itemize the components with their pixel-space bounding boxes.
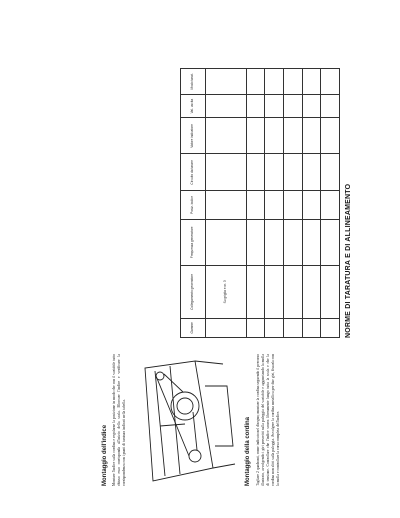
text-column (40, 348, 360, 488)
table-cell (321, 118, 340, 154)
table-cell (206, 318, 247, 337)
dial-cord-diagram (135, 356, 240, 486)
table-cell (321, 94, 340, 118)
table-cell (302, 69, 321, 95)
cordina-text: Tagliare 2 quadranti, come indicato nel disegno; montare la cordina seguendo il percorso illustrato, avvolgendo i giri prescritti sulla puleggia del variabile e agganciando la molla di tensione. Controllare che l'indice scorra liberamente lungo tutta la scala e che la cordina non slitti sulla puleggia. Avvolgere la cordina metallica per due giri, fissarla con la molla e controllare la corsa completa dell'indice. (256, 354, 280, 486)
table-cell (321, 191, 340, 219)
table-cell (321, 266, 340, 319)
table-cell (265, 266, 284, 319)
header-frequenza: Frequenza generatore (181, 219, 206, 266)
table-cell (246, 69, 265, 95)
table-cell (265, 154, 284, 191)
table-row (283, 69, 302, 338)
table-cell (302, 154, 321, 191)
table-cell (283, 69, 302, 95)
table-cell (265, 69, 284, 95)
table-row (302, 69, 321, 338)
header-circuito: Circuito da tarare (181, 154, 206, 191)
table-cell (206, 219, 247, 266)
table-cell (302, 266, 321, 319)
table-cell (265, 318, 284, 337)
table-cell (206, 118, 247, 154)
calibration-table (180, 68, 340, 338)
header-valore: Valore indicatore (181, 118, 206, 154)
table-row (265, 69, 284, 338)
header-uscita: Val. uscita (181, 94, 206, 118)
table-cell (321, 318, 340, 337)
header-modo: Modo tarat. (181, 69, 206, 95)
header-gamme: Gamme (181, 318, 206, 337)
cordina-heading: Montaggio della cordina (245, 416, 251, 486)
header-posizione: Posiz. indice (181, 191, 206, 219)
table-cell (206, 69, 247, 95)
spec-table (180, 68, 340, 338)
table-cell (265, 118, 284, 154)
table-cell: Su griglia e nr. 3 (206, 266, 247, 319)
table-cell (246, 191, 265, 219)
ricevitore-heading: Montaggio dell'indice (102, 424, 108, 486)
table-cell (265, 219, 284, 266)
table-cell (246, 154, 265, 191)
table-cell (283, 191, 302, 219)
table-cell (206, 94, 247, 118)
rotated-content (40, 68, 360, 488)
table-cell (283, 266, 302, 319)
table-header-row (181, 69, 206, 338)
table-cell (206, 154, 247, 191)
header-collegamento: Collegamento generatore (181, 266, 206, 319)
table-cell (246, 94, 265, 118)
table-cell (302, 318, 321, 337)
table-cell (246, 318, 265, 337)
table-cell (283, 219, 302, 266)
table-title: NORME DI TARATURA E DI ALLINEAMENTO (345, 183, 352, 338)
table-cell (246, 118, 265, 154)
ricevitore-text: Montare l'indice sulla cordina e regolarne la posizione in modo che con il variabile tutto chiuso esso corrisponda all'inizio della scala. Bloccare l'indice e verificare la corrispondenza con i punti di taratura indicati nella tabella. (112, 354, 126, 486)
table-cell (321, 154, 340, 191)
table-cell (302, 219, 321, 266)
table-cell (246, 219, 265, 266)
table-cell (302, 118, 321, 154)
table-cell (283, 118, 302, 154)
table-row (206, 69, 247, 338)
table-cell (265, 94, 284, 118)
table-cell (283, 154, 302, 191)
table-row (321, 69, 340, 338)
table-cell (321, 219, 340, 266)
table-cell (283, 94, 302, 118)
table-cell (246, 266, 265, 319)
table-cell (321, 69, 340, 95)
table-cell (302, 191, 321, 219)
table-cell (206, 191, 247, 219)
table-cell (302, 94, 321, 118)
table-cell (283, 318, 302, 337)
table-cell (265, 191, 284, 219)
table-row (246, 69, 265, 338)
